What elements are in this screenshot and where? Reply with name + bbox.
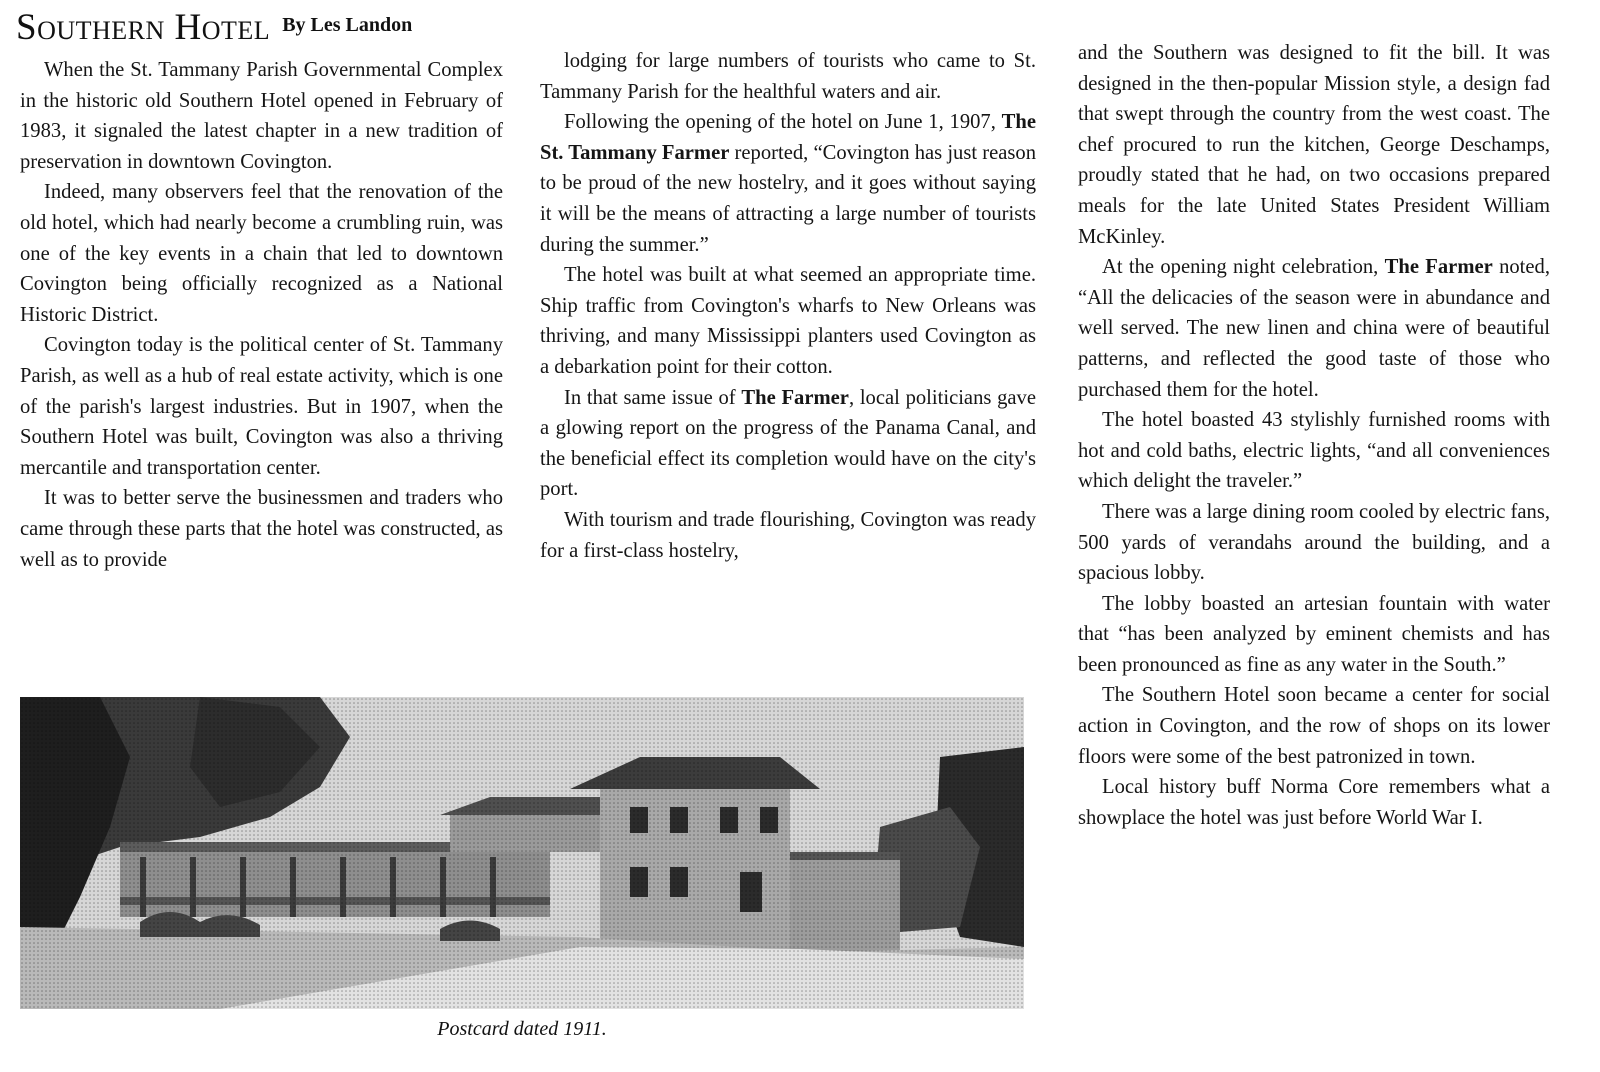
paragraph: Local history buff Norma Core remembers what a showplace the hotel was just before World War I. xyxy=(1078,776,1550,829)
newspaper-name: The St. Tammany Farmer xyxy=(540,111,1036,164)
paragraph: Indeed, many observers feel that the renovation of the old hotel, which had nearly become a crumbling ruin, was one of the key events in a chain that led to downtown Covington being officially recognized as a National Historic District. xyxy=(20,181,503,326)
paragraph: It was to better serve the businessmen and traders who came through these parts that the hotel was constructed, as well as to provide xyxy=(20,487,503,571)
paragraph: Covington today is the political center of St. Tammany Parish, as well as a hub of real estate activity, which is one of the parish's largest industries. But in 1907, when the Southern Hotel was built, Covington was also a thriving mercantile and transportation center. xyxy=(20,334,503,479)
postcard-photo xyxy=(20,697,1024,1009)
text-column-1 xyxy=(20,55,503,575)
text-column-3 xyxy=(1078,38,1550,833)
paragraph: lodging for large numbers of tourists who came to St. Tammany Parish for the healthful waters and air. xyxy=(540,50,1036,103)
newspaper-name: The Farmer xyxy=(1384,256,1493,279)
article-title: Southern Hotel xyxy=(16,7,271,48)
paragraph: When the St. Tammany Parish Governmental Complex in the historic old Southern Hotel opened in February of 1983, it signaled the latest chapter in a new tradition of preservation in downtown Covington. xyxy=(20,59,503,173)
text-column-2 xyxy=(540,46,1036,566)
paragraph: The hotel boasted 43 stylishly furnished rooms with hot and cold baths, electric lights, “and all conveniences which delight the traveler.” xyxy=(1078,409,1550,493)
article-byline: By Les Landon xyxy=(282,14,413,36)
paragraph: Following the opening of the hotel on June 1, 1907, The St. Tammany Farmer reported, “Covington has just reason to be proud of the new hostelry, and it goes without saying it will be the means of attracting a large number of tourists during the summer.” xyxy=(540,111,1036,256)
paragraph: and the Southern was designed to fit the bill. It was designed in the then-popular Mission style, a design fad that swept through the country from the west coast. The chef procured to run the kitchen, George Deschamps, proudly stated that he had, on two occasions prepared meals for the late United States President William McKinley. xyxy=(1078,42,1550,248)
article-headline xyxy=(16,6,412,49)
paragraph: The Southern Hotel soon became a center for social action in Covington, and the row of shops on its lower floors were some of the best patronized in town. xyxy=(1078,684,1550,768)
paragraph: With tourism and trade flourishing, Covington was ready for a first-class hostelry, xyxy=(540,508,1036,562)
paragraph: In that same issue of The Farmer, local politicians gave a glowing report on the progress of the Panama Canal, and the beneficial effect its completion would have on the city's port. xyxy=(540,386,1036,501)
newspaper-name: The Farmer xyxy=(741,386,849,409)
paragraph: There was a large dining room cooled by electric fans, 500 yards of verandahs around the building, and a spacious lobby. xyxy=(1078,500,1550,585)
paragraph: The lobby boasted an artesian fountain with water that “has been analyzed by eminent chemists and has been pronounced as fine as any water in the South.” xyxy=(1078,592,1550,676)
paragraph: The hotel was built at what seemed an appropriate time. Ship traffic from Covington's wharfs to New Orleans was thriving, and many Mississippi planters used Covington as a debarkation point for their cotton. xyxy=(540,264,1036,378)
hotel-postcard-image xyxy=(20,697,1024,1009)
paragraph: At the opening night celebration, The Farmer noted, “All the delicacies of the season were in abundance and well served. The new linen and china were of beautiful patterns, and reflected the good taste of those who purchased them for the hotel. xyxy=(1078,256,1550,401)
photo-caption: Postcard dated 1911. xyxy=(437,1018,607,1040)
